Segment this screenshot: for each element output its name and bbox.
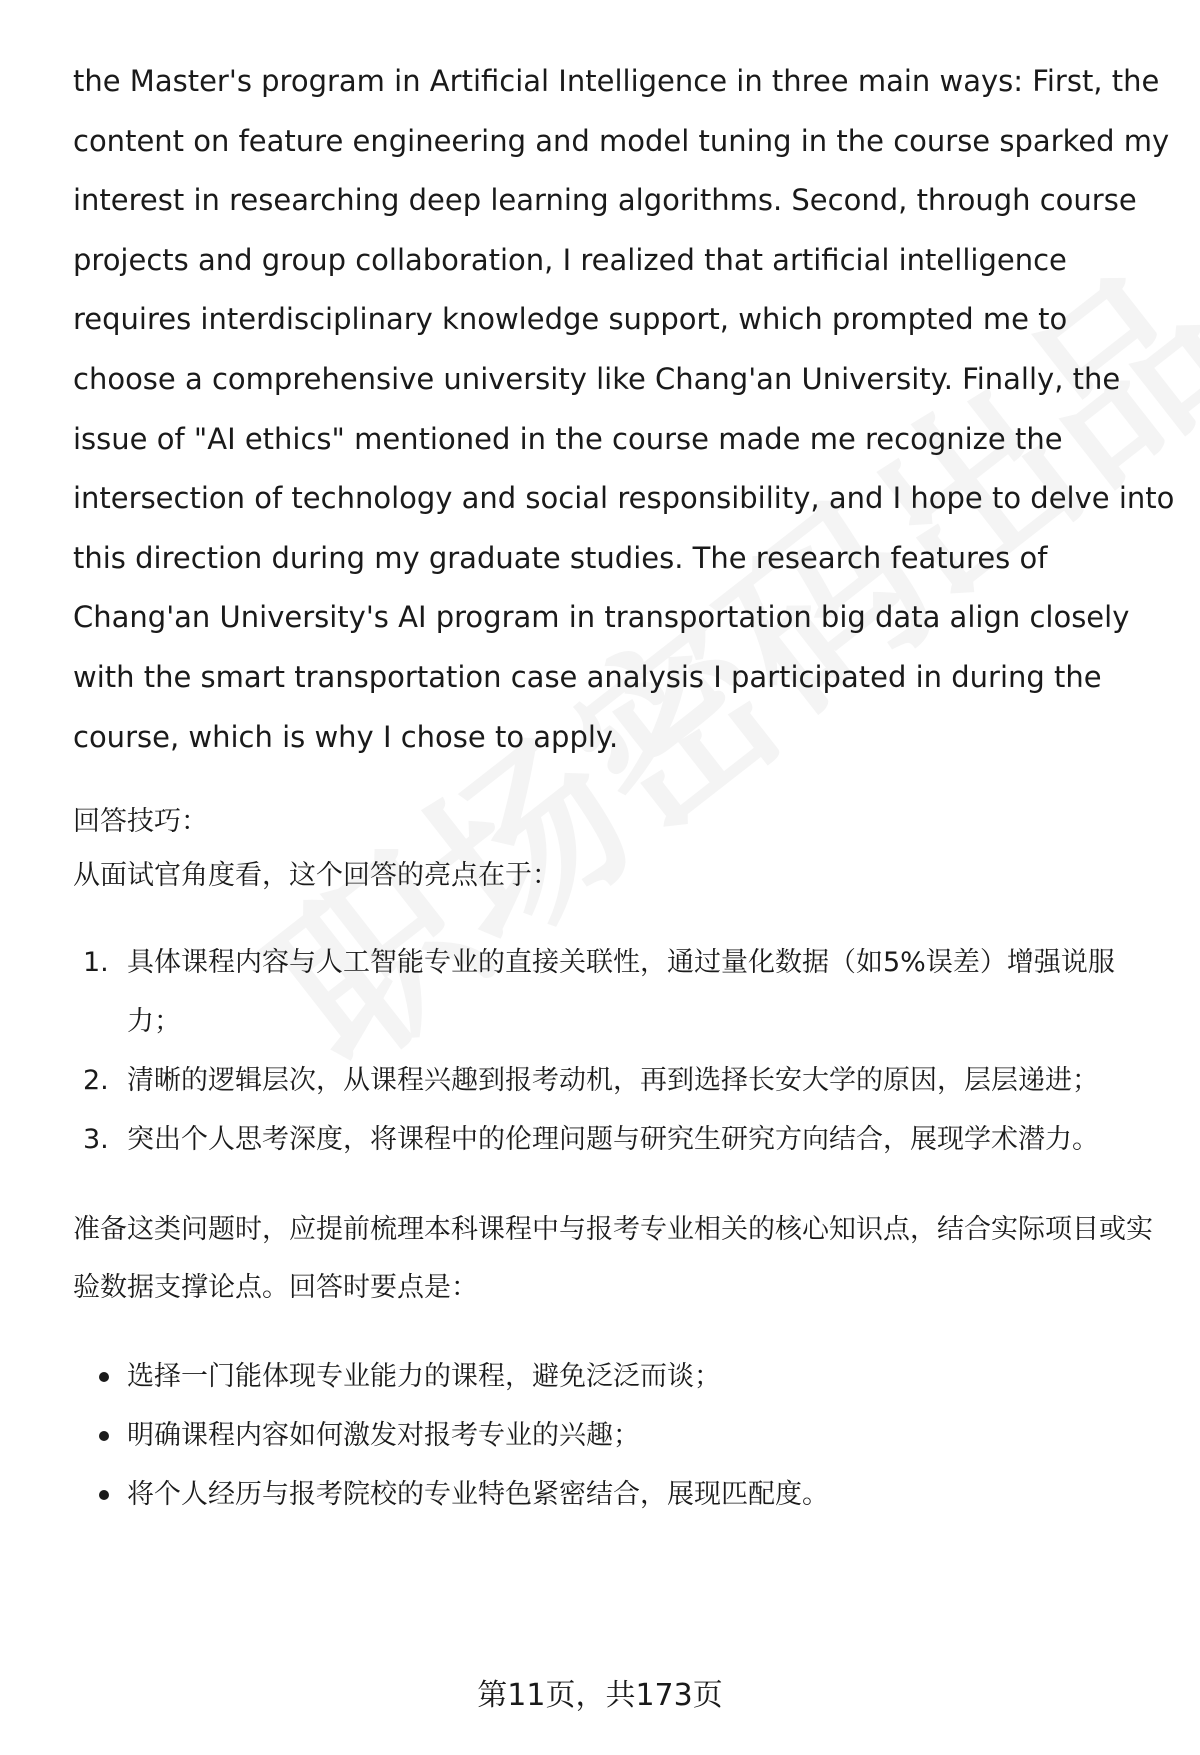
essay-line: issue of "AI ethics" mentioned in the course made me recognize the <box>73 421 1063 456</box>
list-number: 3. <box>83 1124 109 1156</box>
essay-line: Chang'an University's AI program in transportation big data align closely <box>73 600 1130 635</box>
essay-line: intersection of technology and social responsibility, and I hope to delve into <box>73 481 1175 516</box>
essay-line: course, which is why I chose to apply. <box>73 719 619 754</box>
essay-line: choose a comprehensive university like Chang'an University. Finally, the <box>73 361 1121 396</box>
essay-line: projects and group collaboration, I realized that artificial intelligence <box>73 242 1067 277</box>
bullet-icon <box>99 1431 109 1441</box>
bullet-icon <box>99 1490 109 1500</box>
list-number: 1. <box>83 947 109 979</box>
list-number: 2. <box>83 1065 109 1097</box>
list-item <box>73 1110 1165 1169</box>
list-item-text: 清晰的逻辑层次，从课程兴趣到报考动机，再到选择长安大学的原因，层层递进； <box>127 1065 1099 1097</box>
list-item <box>73 1465 1165 1524</box>
page-footer: 第11页，共173页 <box>477 1678 723 1713</box>
document-page <box>73 52 1175 1524</box>
essay-line: interest in researching deep learning algorithms. Second, through course <box>73 183 1137 218</box>
list-item-text: 明确课程内容如何激发对报考专业的兴趣； <box>127 1420 640 1452</box>
list-item-text: 选择一门能体现专业能力的课程，避免泛泛而谈； <box>127 1361 721 1393</box>
list-item-text: 突出个人思考深度，将课程中的伦理问题与研究生研究方向结合，展现学术潜力。 <box>127 1124 1099 1156</box>
essay-line: requires interdisciplinary knowledge support, which prompted me to <box>73 302 1068 337</box>
list-item-text: 具体课程内容与人工智能专业的直接关联性，通过量化数据（如5%误差）增强说服力； <box>127 947 1115 1038</box>
tips-heading: 回答技巧： <box>73 806 208 838</box>
tips-intro: 从面试官角度看，这个回答的亮点在于： <box>73 860 559 892</box>
bullet-icon <box>99 1372 109 1382</box>
list-item <box>73 1347 1165 1406</box>
list-item <box>73 1051 1165 1110</box>
list-item <box>73 933 1165 1051</box>
list-item-text: 将个人经历与报考院校的专业特色紧密结合，展现匹配度。 <box>127 1479 829 1511</box>
highlights-list <box>73 933 1165 1169</box>
list-item <box>73 1406 1165 1465</box>
essay-line: this direction during my graduate studies. The research features of <box>73 540 1048 575</box>
key-points-list <box>73 1347 1165 1524</box>
essay-line: the Master's program in Artificial Intelligence in three main ways: First, the <box>73 64 1160 98</box>
essay-line: content on feature engineering and model tuning in the course sparked my <box>73 123 1170 158</box>
essay-line: with the smart transportation case analysis I participated in during the <box>73 659 1102 694</box>
prep-paragraph: 准备这类问题时，应提前梳理本科课程中与报考专业相关的核心知识点，结合实际项目或实验数据支撑论点。回答时要点是： <box>73 1214 1153 1304</box>
essay-paragraph <box>73 52 1175 767</box>
